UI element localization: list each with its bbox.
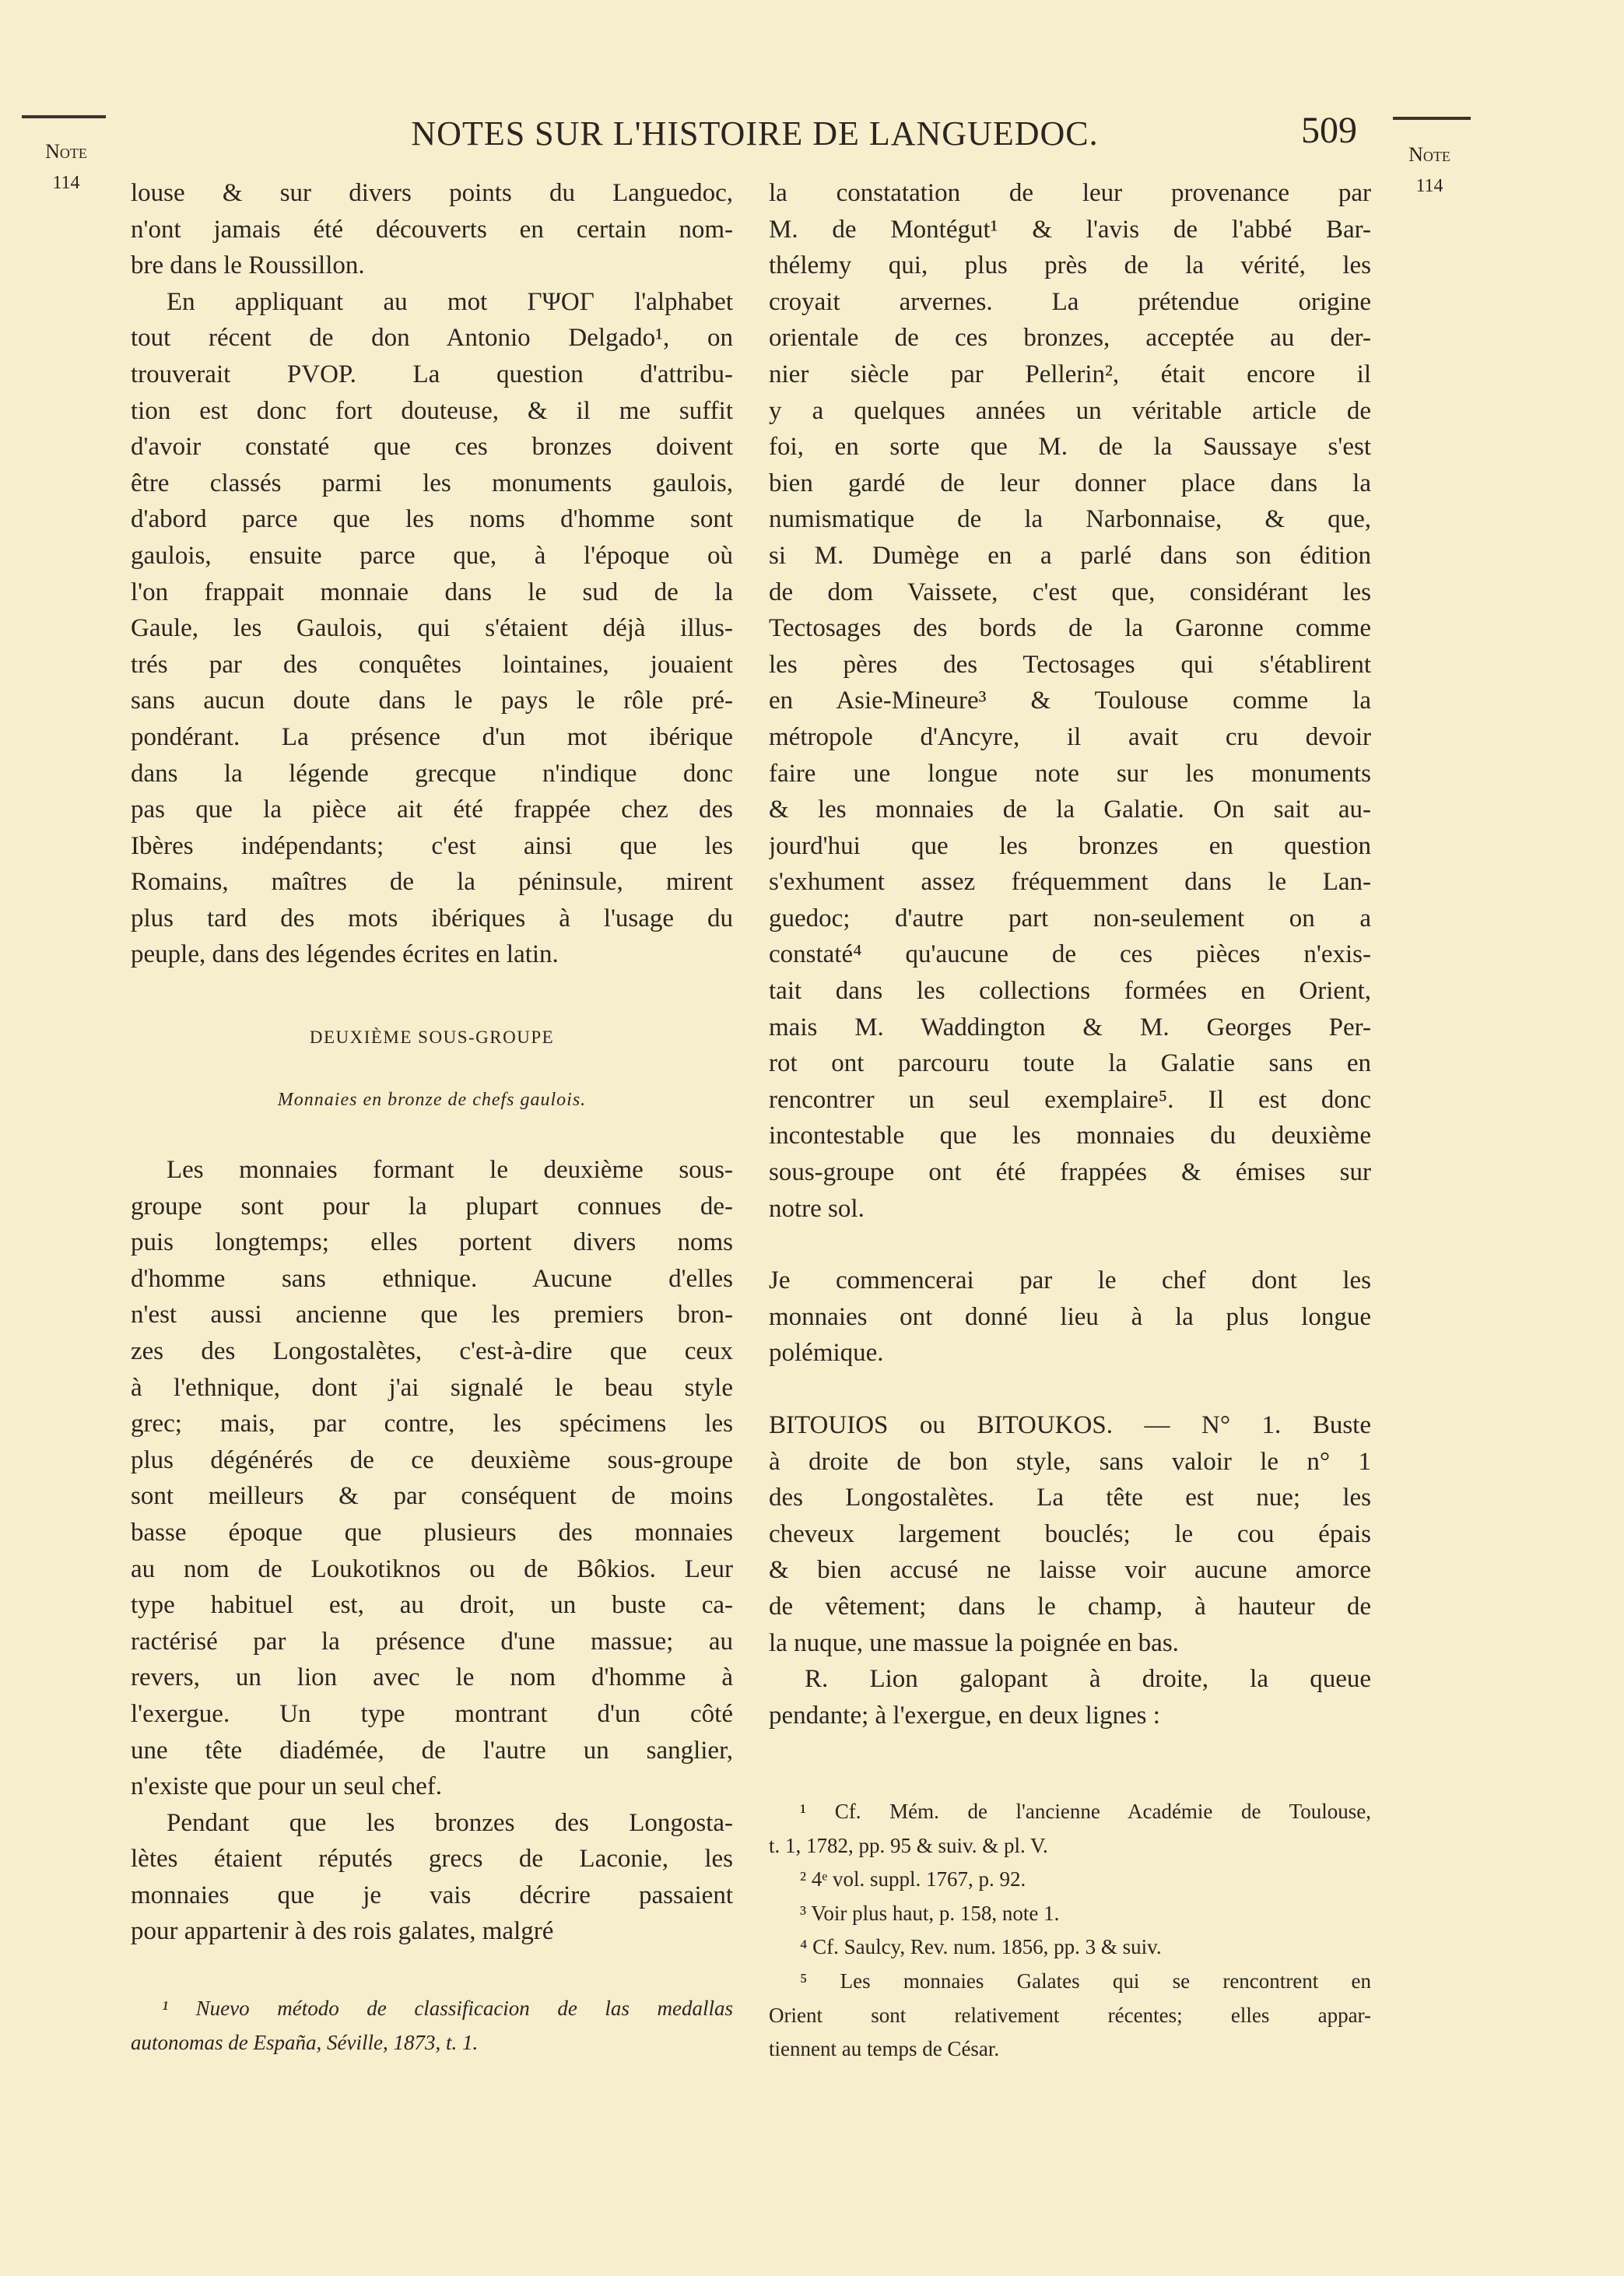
text-line: Pendant que les bronzes des Longosta-: [167, 1808, 733, 1837]
paragraph: [769, 1407, 1371, 1661]
footnote: [769, 1863, 1371, 1897]
paragraph: [131, 1805, 733, 1950]
page-number: 509: [1301, 110, 1357, 151]
text-line: trouverait PVOP. La question d'attribu-: [131, 360, 733, 388]
text-line: gaulois, ensuite parce que, à l'époque où: [131, 541, 733, 570]
text-line: n'ont jamais été découverts en certain nom-: [131, 215, 733, 244]
text-line: l'on frappait monnaie dans le sud de la: [131, 578, 733, 606]
text-line: tion est donc fort douteuse, & il me suffit: [131, 396, 733, 425]
text-line: ⁵ Les monnaies Galates qui se rencontrent en: [800, 1969, 1371, 1993]
text-line: plus dégénérés de ce deuxième sous-groupe: [131, 1445, 733, 1474]
text-line: guedoc; d'autre part non-seulement on a: [769, 904, 1371, 933]
text-line: ¹ Cf. Mém. de l'ancienne Académie de Toulouse,: [800, 1800, 1371, 1823]
text-line: Orient sont relativement récentes; elles appar-: [769, 2003, 1371, 2027]
footnote: [769, 1965, 1371, 2067]
left-margin-note-label: Note: [45, 140, 87, 163]
text-line: l'exergue. Un type montrant d'un côté: [131, 1699, 733, 1728]
text-line: puis longtemps; elles portent divers noms: [131, 1228, 733, 1257]
right-margin-note-label: Note: [1408, 143, 1450, 166]
text-line: En appliquant au mot ΓΨΟΓ l'alphabet: [167, 287, 733, 316]
text-line: peuple, dans des légendes écrites en latin.: [131, 940, 559, 969]
text-line: n'existe que pour un seul chef.: [131, 1772, 442, 1801]
text-line: BITOUIOS ou BITOUKOS. — N° 1. Buste: [769, 1411, 1371, 1439]
text-line: n'est aussi ancienne que les premiers bron-: [131, 1301, 733, 1329]
text-line: ² 4ᵉ vol. suppl. 1767, p. 92.: [800, 1867, 1026, 1891]
text-line: sous-groupe ont été frappées & émises sur: [769, 1158, 1371, 1187]
text-line: d'avoir constaté que ces bronzes doivent: [131, 433, 733, 462]
paragraph: [769, 1263, 1371, 1372]
text-line: d'abord parce que les noms d'homme sont: [131, 505, 733, 534]
left-footnotes: [131, 1992, 733, 2060]
text-line: pendante; à l'exergue, en deux lignes :: [769, 1701, 1160, 1730]
text-line: métropole d'Ancyre, il avait cru devoir: [769, 722, 1371, 751]
text-line: R. Lion galopant à droite, la queue: [805, 1665, 1371, 1694]
text-line: autonomas de España, Séville, 1873, t. 1.: [131, 2030, 479, 2054]
text-line: en Asie-Mineure³ & Toulouse comme la: [769, 687, 1371, 715]
text-line: à l'ethnique, dont j'ai signalé le beau style: [131, 1373, 733, 1402]
text-line: louse & sur divers points du Languedoc,: [131, 179, 733, 207]
text-line: de dom Vaissete, c'est que, considérant les: [769, 578, 1371, 606]
left-header-rule: [22, 115, 106, 118]
right-column-text-a: [769, 175, 1371, 1227]
text-line: bien gardé de leur donner place dans la: [769, 469, 1371, 497]
text-line: croyait arvernes. La prétendue origine: [769, 287, 1371, 316]
text-line: rencontrer un seul exemplaire⁵. Il est donc: [769, 1085, 1371, 1114]
text-line: notre sol.: [769, 1194, 865, 1223]
text-line: être classés parmi les monuments gaulois,: [131, 469, 733, 497]
text-line: s'exhument assez fréquemment dans le Lan-: [769, 868, 1371, 897]
paragraph: [131, 284, 733, 973]
text-line: orientale de ces bronzes, acceptée au der-: [769, 324, 1371, 353]
text-line: ractérisé par la présence d'une massue; au: [131, 1627, 733, 1656]
text-line: Je commencerai par le chef dont les: [769, 1266, 1371, 1294]
text-line: faire une longue note sur les monuments: [769, 759, 1371, 788]
text-line: des Longostalètes. La tête est nue; les: [769, 1484, 1371, 1512]
text-line: au nom de Loukotiknos ou de Bôkios. Leur: [131, 1554, 733, 1583]
text-line: à droite de bon style, sans valoir le n° 1: [769, 1447, 1371, 1476]
text-line: si M. Dumège en a parlé dans son édition: [769, 541, 1371, 570]
left-margin-note-number: 114: [52, 173, 80, 193]
text-line: de vêtement; dans le champ, à hauteur de: [769, 1592, 1371, 1621]
text-line: Les monnaies formant le deuxième sous-: [167, 1156, 733, 1184]
text-line: d'homme sans ethnique. Aucune d'elles: [131, 1264, 733, 1293]
text-line: la nuque, une massue la poignée en bas.: [769, 1628, 1179, 1657]
text-line: M. de Montégut¹ & l'avis de l'abbé Bar-: [769, 215, 1371, 244]
text-line: foi, en sorte que M. de la Saussaye s'est: [769, 433, 1371, 462]
text-line: jourd'hui que les bronzes en question: [769, 831, 1371, 860]
text-line: revers, un lion avec le nom d'homme à: [131, 1663, 733, 1692]
section-subheading: Monnaies en bronze de chefs gaulois.: [277, 1090, 587, 1110]
footnote: [131, 1992, 733, 2060]
text-line: pondérant. La présence d'un mot ibérique: [131, 722, 733, 751]
text-line: bre dans le Roussillon.: [131, 251, 365, 280]
text-line: & bien accusé ne laisse voir aucune amorce: [769, 1556, 1371, 1585]
text-line: la constatation de leur provenance par: [769, 179, 1371, 207]
text-line: pas que la pièce ait été frappée chez des: [131, 796, 733, 824]
text-line: trés par des conquêtes lointaines, jouaient: [131, 650, 733, 679]
text-line: mais M. Waddington & M. Georges Per-: [769, 1013, 1371, 1041]
text-line: les pères des Tectosages qui s'établirent: [769, 650, 1371, 679]
text-line: cheveux largement bouclés; le cou épais: [769, 1519, 1371, 1548]
text-line: lètes étaient réputés grecs de Laconie, les: [131, 1845, 733, 1874]
footnote: [769, 1897, 1371, 1931]
right-column-text-b: [769, 1263, 1371, 1372]
text-line: ¹ Nuevo método de classificacion de las medallas: [162, 1997, 733, 2020]
text-line: Tectosages des bords de la Garonne comme: [769, 614, 1371, 643]
left-column-top-text: [131, 175, 733, 973]
text-line: groupe sont pour la plupart connues de-: [131, 1192, 733, 1221]
text-line: tait dans les collections formées en Orient,: [769, 977, 1371, 1006]
text-line: grec; mais, par contre, les spécimens les: [131, 1410, 733, 1438]
right-footnotes: [769, 1795, 1371, 2067]
left-column-bottom-text: [131, 1152, 733, 1950]
text-line: constaté⁴ qu'aucune de ces pièces n'exis-: [769, 940, 1371, 969]
text-line: sans aucun doute dans le pays le rôle pré-: [131, 687, 733, 715]
right-header-rule: [1393, 117, 1471, 120]
text-line: ³ Voir plus haut, p. 158, note 1.: [800, 1901, 1060, 1925]
text-line: zes des Longostalètes, c'est-à-dire que ceux: [131, 1336, 733, 1365]
text-line: monnaies que je vais décrire passaient: [131, 1881, 733, 1909]
text-line: dans la légende grecque n'indique donc: [131, 759, 733, 788]
running-title: NOTES SUR L'HISTOIRE DE LANGUEDOC.: [411, 114, 1099, 153]
text-line: ⁴ Cf. Saulcy, Rev. num. 1856, pp. 3 & suiv.: [800, 1935, 1162, 1959]
paragraph: [769, 1661, 1371, 1733]
text-line: polémique.: [769, 1339, 884, 1368]
text-line: & les monnaies de la Galatie. On sait au-: [769, 796, 1371, 824]
text-line: tiennent au temps de César.: [769, 2037, 1000, 2061]
paragraph: [769, 175, 1371, 1227]
footnote: [769, 1795, 1371, 1863]
right-margin-note-number: 114: [1415, 176, 1443, 196]
text-line: Romains, maîtres de la péninsule, mirent: [131, 868, 733, 897]
text-line: Ibères indépendants; c'est ainsi que les: [131, 831, 733, 860]
paragraph: [131, 175, 733, 284]
right-column-text-c: [769, 1407, 1371, 1733]
text-line: thélemy qui, plus près de la vérité, les: [769, 251, 1371, 280]
text-line: t. 1, 1782, pp. 95 & suiv. & pl. V.: [769, 1833, 1048, 1857]
text-line: numismatique de la Narbonnaise, & que,: [769, 505, 1371, 534]
text-line: rot ont parcouru toute la Galatie sans en: [769, 1049, 1371, 1078]
text-line: une tête diadémée, de l'autre un sanglier,: [131, 1736, 733, 1765]
text-line: Gaule, les Gaulois, qui s'étaient déjà illus-: [131, 614, 733, 643]
text-line: tout récent de don Antonio Delgado¹, on: [131, 324, 733, 353]
text-line: pour appartenir à des rois galates, malgré: [131, 1917, 554, 1946]
text-line: basse époque que plusieurs des monnaies: [131, 1518, 733, 1547]
text-line: nier siècle par Pellerin², était encore il: [769, 360, 1371, 388]
text-line: type habituel est, au droit, un buste ca-: [131, 1591, 733, 1620]
text-line: plus tard des mots ibériques à l'usage du: [131, 904, 733, 933]
text-line: monnaies ont donné lieu à la plus longue: [769, 1302, 1371, 1331]
section-heading: DEUXIÈME SOUS-GROUPE: [309, 1027, 555, 1047]
footnote: [769, 1930, 1371, 1965]
text-line: y a quelques années un véritable article de: [769, 396, 1371, 425]
paragraph: [131, 1152, 733, 1805]
text-line: sont meilleurs & par conséquent de moins: [131, 1482, 733, 1511]
text-line: incontestable que les monnaies du deuxième: [769, 1122, 1371, 1150]
